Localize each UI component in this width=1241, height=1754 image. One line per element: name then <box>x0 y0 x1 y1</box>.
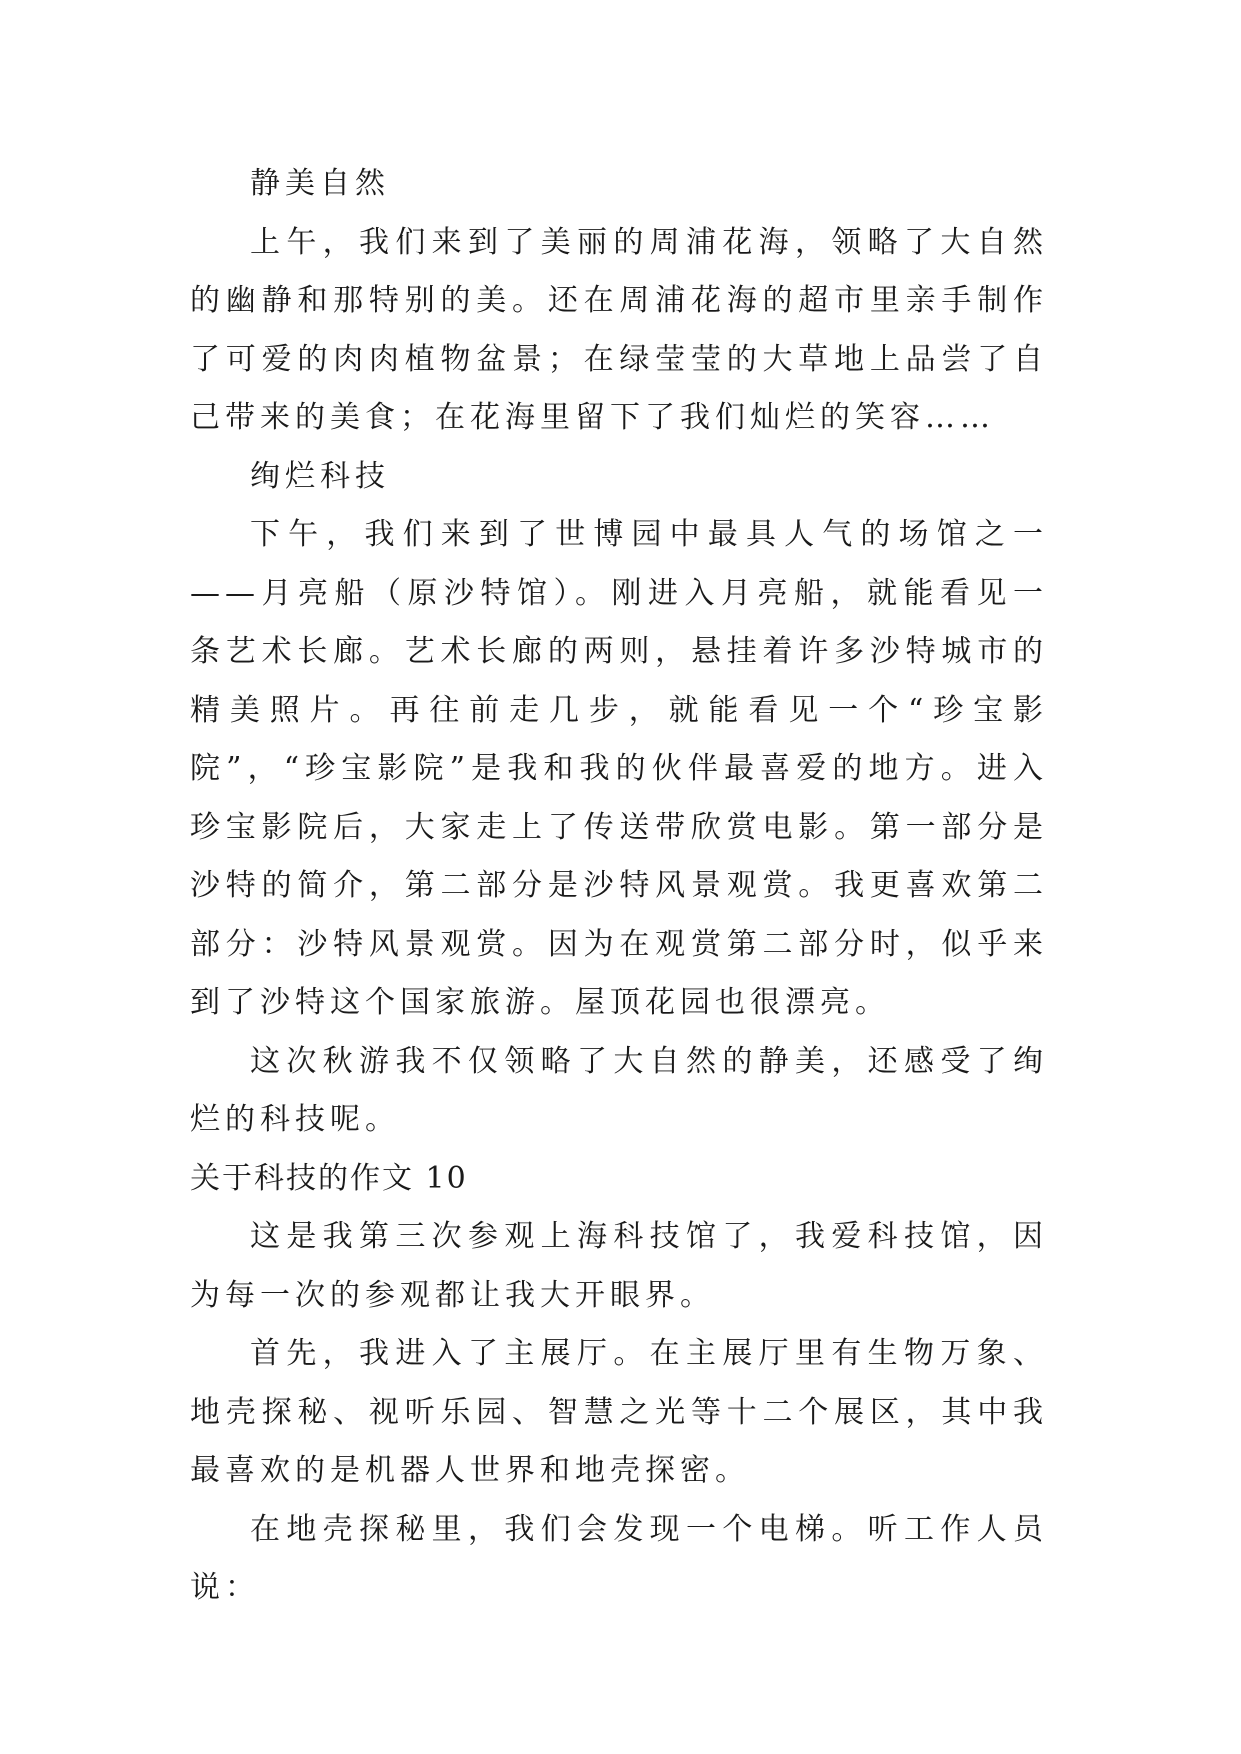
section-heading-xuanlan-keji: 绚烂科技 <box>250 458 390 494</box>
paragraph-third-visit: 这是我第三次参观上海科技馆了，我爱科技馆，因为每一次的参观都让我大开眼界。 <box>190 1219 1048 1313</box>
paragraph-afternoon: 下午，我们来到了世博园中最具人气的场馆之一 ——月亮船（原沙特馆）。刚进入月亮船，就能看见一条艺术长廊。艺术长廊的两则，悬挂着许多沙特城市的精美照片。再往前走几步，就能看见一个“珍宝影院”，“珍宝影院”是我和我的伙伴最喜爱的地方。进入珍宝影院后，大家走上了传送带欣赏电影。第一部分是沙特的简介，第二部分是沙特风景观赏。我更喜欢第二部分：沙特风景观赏。因为在观赏第二部分时，似乎来到了沙特这个国家旅游。屋顶花园也很漂亮。 <box>190 517 1048 1020</box>
paragraph-elevator: 在地壳探秘里，我们会发现一个电梯。听工作人员说： <box>190 1511 1048 1605</box>
paragraph-conclusion: 这次秋游我不仅领略了大自然的静美，还感受了绚烂的科技呢。 <box>190 1043 1048 1137</box>
essay-title: 关于科技的作文 10 <box>190 1160 468 1196</box>
section-heading-jingmei-ziran: 静美自然 <box>250 166 390 201</box>
paragraph-morning: 上午，我们来到了美丽的周浦花海，领略了大自然的幽静和那特别的美。还在周浦花海的超市里亲手制作了可爱的肉肉植物盆景；在绿莹莹的大草地上品尝了自己带来的美食；在花海里留下了我们灿烂的笑容…… <box>190 224 1048 435</box>
paragraph-main-hall: 首先，我进入了主展厅。在主展厅里有生物万象、地壳探秘、视听乐园、智慧之光等十二个展区，其中我最喜欢的是机器人世界和地壳探密。 <box>190 1336 1048 1488</box>
document-body <box>190 155 1048 1618</box>
